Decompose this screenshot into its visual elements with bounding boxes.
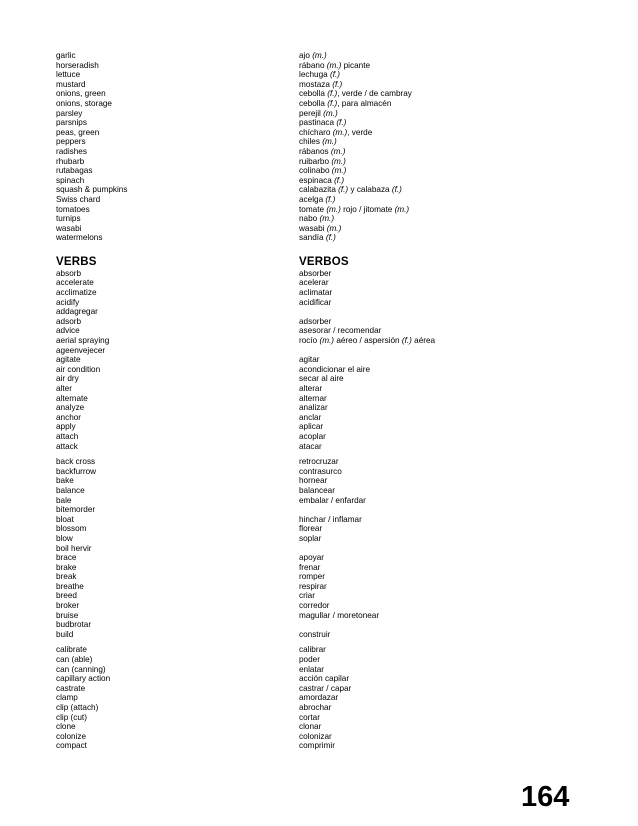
term-spanish: [299, 336, 619, 346]
term-spanish: [299, 553, 619, 563]
term-spanish: [299, 394, 619, 404]
gender-marker: (m.): [323, 108, 338, 118]
term-english: rhubarb: [56, 156, 85, 166]
translation-text: y calabaza: [348, 185, 392, 195]
term-spanish: [299, 591, 619, 601]
term-spanish: [299, 176, 619, 186]
term-english: acclimatize: [56, 288, 97, 298]
section-heading-english: VERBS: [56, 255, 97, 268]
term-spanish: [299, 684, 619, 694]
translation-text: secar al aire: [299, 374, 344, 384]
term-spanish: [299, 205, 619, 215]
term-spanish: [299, 403, 619, 413]
translation-text: romper: [299, 572, 325, 582]
term-english: colonize: [56, 731, 87, 741]
gender-marker: (m.): [394, 204, 410, 214]
translation-text: perejil: [299, 108, 324, 118]
translation-text: ajo: [299, 51, 313, 60]
term-spanish: [299, 269, 619, 279]
term-english: alternate: [56, 393, 88, 403]
term-english: breed: [56, 591, 77, 601]
term-english: air condition: [56, 364, 101, 374]
term-english: spinach: [56, 175, 85, 185]
term-spanish: [299, 195, 619, 205]
translation-text: colonizar: [299, 731, 332, 741]
spacer: [56, 243, 286, 256]
translation-text: aclimatar: [299, 288, 333, 298]
translation-text: tomate: [299, 204, 327, 214]
gender-marker: (f.): [336, 118, 347, 128]
term-english: clip (attach): [56, 703, 99, 712]
translation-text: poder: [299, 655, 320, 665]
term-english: brace: [56, 553, 77, 563]
term-spanish: [299, 505, 619, 515]
term-english: bake: [56, 476, 74, 486]
gender-marker: (f.): [327, 98, 338, 108]
term-english: absorb: [56, 268, 82, 278]
term-spanish: [299, 442, 619, 452]
translation-text: comprimir: [299, 741, 335, 751]
translation-text: , verde / de cambray: [337, 89, 412, 99]
translation-text: contrasurco: [299, 466, 342, 476]
translation-text: wasabi: [299, 223, 327, 233]
translation-text: analizar: [299, 403, 328, 413]
translation-text: enlatar: [299, 664, 325, 674]
term-english: back cross: [56, 457, 96, 467]
translation-text: lechuga: [299, 70, 330, 80]
term-english: onions, storage: [56, 98, 112, 108]
translation-text: pastinaca: [299, 118, 337, 128]
term-english: blow: [56, 533, 73, 543]
term-spanish: [299, 365, 619, 375]
translation-text: frenar: [299, 562, 321, 572]
english-column: [56, 51, 286, 751]
term-english: clone: [56, 722, 76, 732]
translation-text: rábano: [299, 60, 327, 70]
gender-marker: (f.): [401, 336, 412, 346]
translation-text: apoyar: [299, 553, 325, 563]
term-english: air dry: [56, 374, 79, 384]
term-spanish: [299, 645, 619, 655]
translation-text: asesorar / recomendar: [299, 326, 382, 336]
term-english: squash & pumpkins: [56, 185, 128, 195]
term-spanish: [299, 611, 619, 621]
term-english: alter: [56, 384, 72, 393]
translation-text: amordazar: [299, 693, 339, 703]
term-spanish: [299, 214, 619, 224]
term-spanish: [299, 185, 619, 195]
term-english: garlic: [56, 51, 76, 60]
term-english: parsnips: [56, 118, 87, 128]
translation-text: aplicar: [299, 422, 324, 432]
term-spanish: [299, 732, 619, 742]
term-spanish: [299, 655, 619, 665]
translation-text: cebolla: [299, 89, 328, 99]
translation-text: cortar: [299, 712, 320, 722]
term-english: castrate: [56, 683, 86, 693]
page-number: 164: [521, 781, 570, 813]
term-english: attach: [56, 431, 79, 441]
term-english: boil hervir: [56, 543, 92, 553]
term-spanish: [299, 476, 619, 486]
translation-text: alterar: [299, 384, 323, 393]
gender-marker: (m.): [332, 127, 348, 137]
term-english: mustard: [56, 79, 86, 89]
term-spanish: [299, 703, 619, 713]
gender-marker: (m.): [326, 223, 342, 233]
translation-text: acoplar: [299, 431, 326, 441]
term-spanish: [299, 346, 619, 356]
translation-text: cebolla: [299, 98, 328, 108]
term-english: lettuce: [56, 70, 81, 80]
term-english: analyze: [56, 403, 85, 413]
translation-text: aérea: [411, 336, 436, 346]
term-spanish: [299, 563, 619, 573]
term-english: breathe: [56, 581, 84, 591]
term-spanish: [299, 674, 619, 684]
term-english: budbrotar: [56, 620, 92, 630]
term-english: apply: [56, 422, 76, 432]
term-english: peppers: [56, 137, 86, 147]
term-spanish: [299, 713, 619, 723]
translation-text: aéreo / aspersión: [334, 336, 402, 346]
term-english: balance: [56, 485, 85, 495]
term-english: parsley: [56, 108, 83, 118]
term-spanish: [299, 298, 619, 308]
term-spanish: [299, 118, 619, 128]
term-spanish: [299, 457, 619, 467]
translation-text: hinchar / inflamar: [299, 514, 362, 524]
translation-text: anclar: [299, 412, 322, 422]
gender-marker: (f.): [325, 194, 336, 204]
translation-text: ruibarbo: [299, 156, 332, 166]
term-spanish: [299, 89, 619, 99]
term-spanish: [299, 515, 619, 525]
term-spanish: [299, 99, 619, 109]
translation-text: criar: [299, 591, 315, 601]
translation-text: respirar: [299, 581, 327, 591]
gender-marker: (m.): [319, 336, 335, 346]
translation-text: sandía: [299, 233, 326, 243]
term-english: peas, green: [56, 127, 100, 137]
gender-marker: (m.): [326, 60, 342, 70]
term-spanish: [299, 432, 619, 442]
term-spanish: [299, 374, 619, 384]
term-english: advice: [56, 326, 80, 336]
term-spanish: [299, 534, 619, 544]
translation-text: mostaza: [299, 79, 333, 89]
translation-text: rocío: [299, 336, 320, 346]
gender-marker: (m.): [331, 166, 347, 176]
term-spanish: [299, 524, 619, 534]
gender-marker: (m.): [322, 137, 337, 147]
term-english: clamp: [56, 693, 78, 703]
translation-text: acidificar: [299, 297, 332, 307]
term-english: onions, green: [56, 89, 106, 99]
term-english: addagregar: [56, 307, 98, 317]
term-spanish: [299, 147, 619, 157]
translation-text: abrochar: [299, 703, 332, 712]
translation-text: nabo: [299, 214, 320, 224]
term-spanish: [299, 722, 619, 732]
term-english: compact: [56, 741, 87, 751]
translation-text: magullar / moretonear: [299, 610, 380, 620]
gender-marker: (f.): [332, 79, 343, 89]
term-english: backfurrow: [56, 466, 97, 476]
spanish-column: [299, 51, 619, 751]
translation-text: florear: [299, 524, 323, 534]
term-english: calibrate: [56, 645, 87, 655]
term-spanish: [299, 620, 619, 630]
term-english: build: [56, 629, 74, 639]
translation-text: picante: [341, 60, 371, 70]
translation-text: acondicionar el aire: [299, 364, 371, 374]
term-spanish: [299, 233, 619, 243]
translation-text: chícharo: [299, 127, 333, 137]
term-spanish: [299, 288, 619, 298]
term-spanish: [299, 384, 619, 394]
term-spanish: [299, 109, 619, 119]
term-english: wasabi: [56, 223, 82, 233]
term-spanish: [299, 693, 619, 703]
term-spanish: [299, 70, 619, 80]
term-spanish: [299, 51, 619, 61]
spacer: [299, 243, 619, 256]
gender-marker: (m.): [326, 204, 341, 214]
translation-text: chiles: [299, 137, 323, 147]
gender-marker: (f.): [338, 185, 349, 195]
gender-marker: (f.): [329, 70, 340, 80]
term-english: agitate: [56, 355, 81, 365]
term-english: attack: [56, 441, 78, 451]
section-heading-spanish: VERBOS: [299, 255, 349, 268]
translation-text: agitar: [299, 355, 320, 365]
translation-text: retrocruzar: [299, 457, 339, 467]
term-english: Swiss chard: [56, 194, 101, 204]
gender-marker: (m.): [331, 156, 346, 166]
term-spanish: [299, 544, 619, 554]
term-spanish: [299, 157, 619, 167]
term-spanish: [299, 741, 619, 751]
translation-text: absorber: [299, 268, 332, 278]
term-spanish: [299, 128, 619, 138]
term-spanish: [299, 326, 619, 336]
term-spanish: [299, 355, 619, 365]
translation-text: alternar: [299, 393, 327, 403]
gender-marker: (m.): [312, 51, 327, 60]
translation-text: , para almacén: [337, 98, 392, 108]
term-spanish: [299, 601, 619, 611]
gender-marker: (f.): [325, 233, 336, 243]
term-english: bitemorder: [56, 505, 96, 515]
translation-text: construir: [299, 629, 331, 639]
term-english: turnips: [56, 214, 81, 224]
term-english: tomatoes: [56, 204, 90, 214]
term-spanish: [299, 665, 619, 675]
translation-text: calabazita: [299, 185, 339, 195]
translation-text: atacar: [299, 441, 322, 451]
translation-text: balancear: [299, 485, 335, 495]
term-english: break: [56, 572, 77, 582]
term-spanish: [299, 166, 619, 176]
term-english: watermelons: [56, 233, 103, 243]
gender-marker: (m.): [330, 146, 346, 156]
term-spanish: [299, 496, 619, 506]
term-english: acidify: [56, 297, 80, 307]
term-spanish: [299, 307, 619, 317]
term-spanish: [299, 486, 619, 496]
term-english: radishes: [56, 146, 87, 156]
term-english: bale: [56, 495, 72, 505]
term-english: aerial spraying: [56, 336, 110, 346]
translation-text: castrar / capar: [299, 683, 352, 693]
translation-text: calibrar: [299, 645, 326, 655]
term-spanish: [299, 413, 619, 423]
translation-text: hornear: [299, 476, 328, 486]
translation-text: clonar: [299, 722, 322, 732]
term-spanish: [299, 467, 619, 477]
term-english: can (able): [56, 655, 93, 665]
translation-text: colinabo: [299, 166, 332, 176]
term-english: bruise: [56, 610, 79, 620]
translation-text: , verde: [347, 127, 373, 137]
translation-text: acelerar: [299, 278, 329, 288]
translation-text: adsorber: [299, 316, 332, 326]
gender-marker: (f.): [327, 89, 338, 99]
term-spanish: [299, 630, 619, 640]
translation-text: embalar / enfardar: [299, 495, 366, 505]
term-english: can (canning): [56, 664, 106, 674]
term-english: ageenvejecer: [56, 345, 106, 355]
term-english: adsorb: [56, 316, 82, 326]
term-spanish: [299, 582, 619, 592]
term-english: brake: [56, 562, 77, 572]
term-english: bloat: [56, 514, 74, 524]
translation-text: espinaca: [299, 175, 335, 185]
term-english: clip (cut): [56, 712, 87, 722]
translation-text: rábanos: [299, 146, 331, 156]
translation-text: acelga: [299, 194, 326, 204]
translation-text: corredor: [299, 601, 330, 611]
term-spanish: [299, 61, 619, 71]
gender-marker: (m.): [319, 214, 335, 224]
translation-text: acción capilar: [299, 674, 350, 684]
term-english: broker: [56, 601, 80, 611]
term-spanish: [299, 572, 619, 582]
translation-text: rojo / jitomate: [340, 204, 395, 214]
gender-marker: (f.): [334, 175, 345, 185]
translation-text: soplar: [299, 533, 322, 543]
term-spanish: [299, 224, 619, 234]
term-english: capillary action: [56, 674, 111, 684]
term-english: blossom: [56, 524, 87, 534]
term-english: horseradish: [56, 60, 99, 70]
term-spanish: [299, 137, 619, 147]
term-spanish: [299, 80, 619, 90]
term-english: accelerate: [56, 278, 94, 288]
term-spanish: [299, 317, 619, 327]
term-english: rutabagas: [56, 166, 93, 176]
term-spanish: [299, 278, 619, 288]
gender-marker: (f.): [391, 185, 402, 195]
term-english: anchor: [56, 412, 82, 422]
term-spanish: [299, 422, 619, 432]
